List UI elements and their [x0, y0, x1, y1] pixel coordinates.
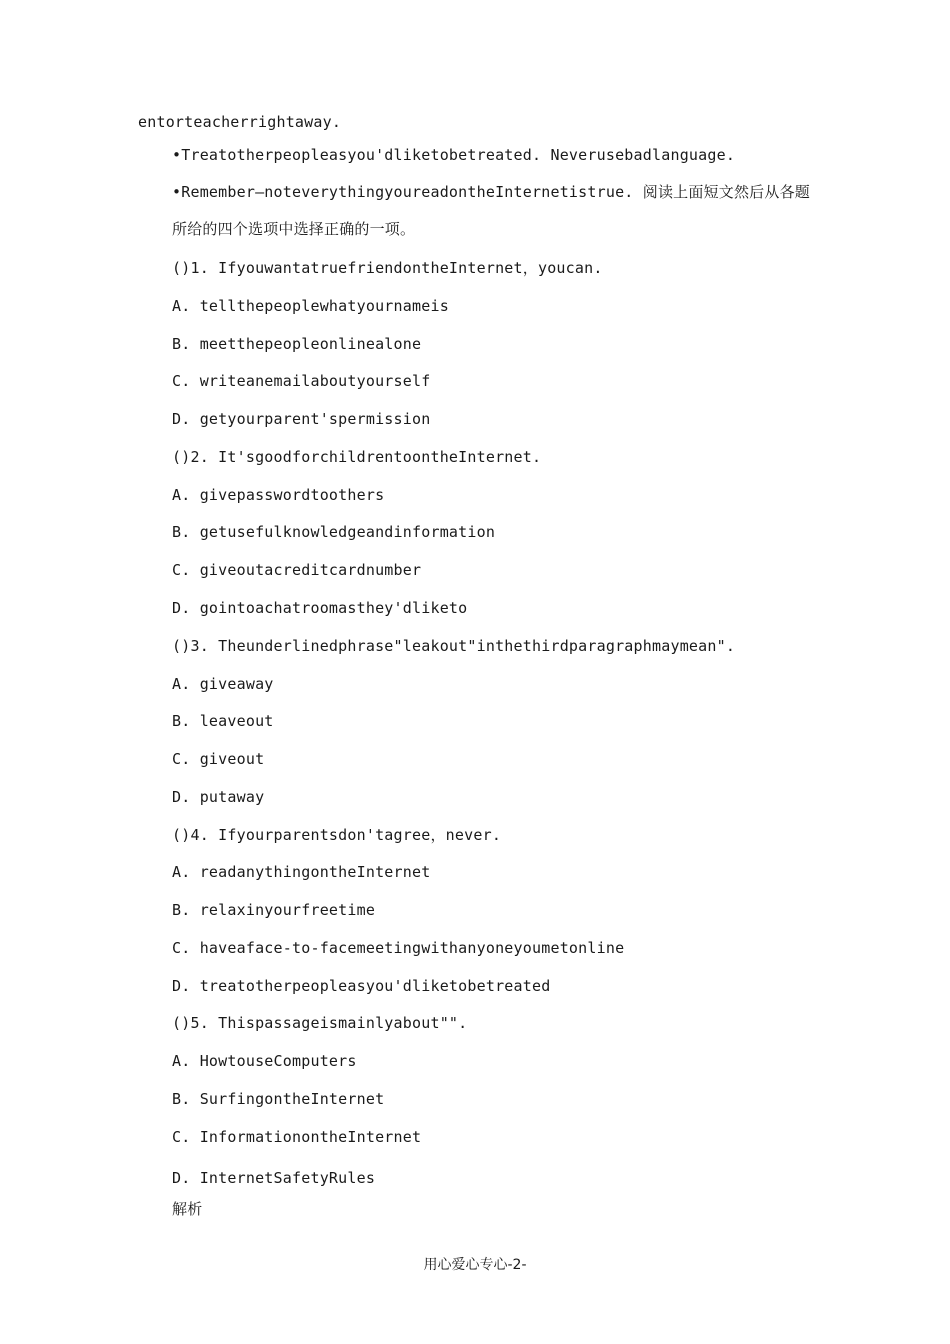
passage-instruction: 所给的四个选项中选择正确的一项。	[172, 220, 416, 238]
passage-line-continued: entorteacherrightaway.	[138, 113, 342, 131]
question-3-option-a: A. giveaway	[172, 675, 274, 693]
page-footer: 用心爱心专心-2-	[423, 1257, 527, 1273]
question-1-stem: ()1. IfyouwantatruefriendontheInternet，youcan.	[172, 259, 603, 277]
question-2-option-b: B. getusefulknowledgeandinformation	[172, 523, 496, 541]
passage-rule-remember: •Remember—noteverythingyoureadontheInternetistrue. 阅读上面短文然后从各题	[172, 183, 810, 201]
question-3-option-b: B. leaveout	[172, 712, 274, 730]
question-1-option-c: C. writeanemailaboutyourself	[172, 372, 431, 390]
question-5-option-d: D. InternetSafetyRules	[172, 1169, 376, 1187]
question-4-option-b: B. relaxinyourfreetime	[172, 901, 376, 919]
analysis-label: 解析	[172, 1200, 203, 1218]
question-5-stem: ()5. Thispassageismainlyabout"".	[172, 1014, 468, 1032]
question-2-option-a: A. givepasswordtoothers	[172, 486, 385, 504]
question-3-stem: ()3. Theunderlinedphrase"leakout"inthethirdparagraphmaymean".	[172, 637, 736, 655]
passage-rule-treat: •Treatotherpeopleasyou'dliketobetreated. Neverusebadlanguage.	[172, 146, 736, 164]
question-1-option-b: B. meetthepeopleonlinealone	[172, 335, 422, 353]
question-3-option-c: C. giveout	[172, 750, 265, 768]
question-3-option-d: D. putaway	[172, 788, 265, 806]
question-4-option-d: D. treatotherpeopleasyou'dliketobetreated	[172, 977, 551, 995]
question-4-option-a: A. readanythingontheInternet	[172, 863, 431, 881]
question-5-option-b: B. SurfingontheInternet	[172, 1090, 385, 1108]
question-2-option-d: D. gointoachatroomasthey'dliketo	[172, 599, 468, 617]
question-4-option-c: C. haveaface-to-facemeetingwithanyoneyoumetonline	[172, 939, 625, 957]
question-1-option-a: A. tellthepeoplewhatyournameis	[172, 297, 449, 315]
question-1-option-d: D. getyourparent'spermission	[172, 410, 431, 428]
question-5-option-a: A. HowtouseComputers	[172, 1052, 357, 1070]
question-4-stem: ()4. Ifyourparentsdon'tagree，never.	[172, 826, 502, 844]
question-2-stem: ()2. It'sgoodforchildrentoontheInternet.	[172, 448, 542, 466]
question-5-option-c: C. InformationontheInternet	[172, 1128, 422, 1146]
question-2-option-c: C. giveoutacreditcardnumber	[172, 561, 422, 579]
